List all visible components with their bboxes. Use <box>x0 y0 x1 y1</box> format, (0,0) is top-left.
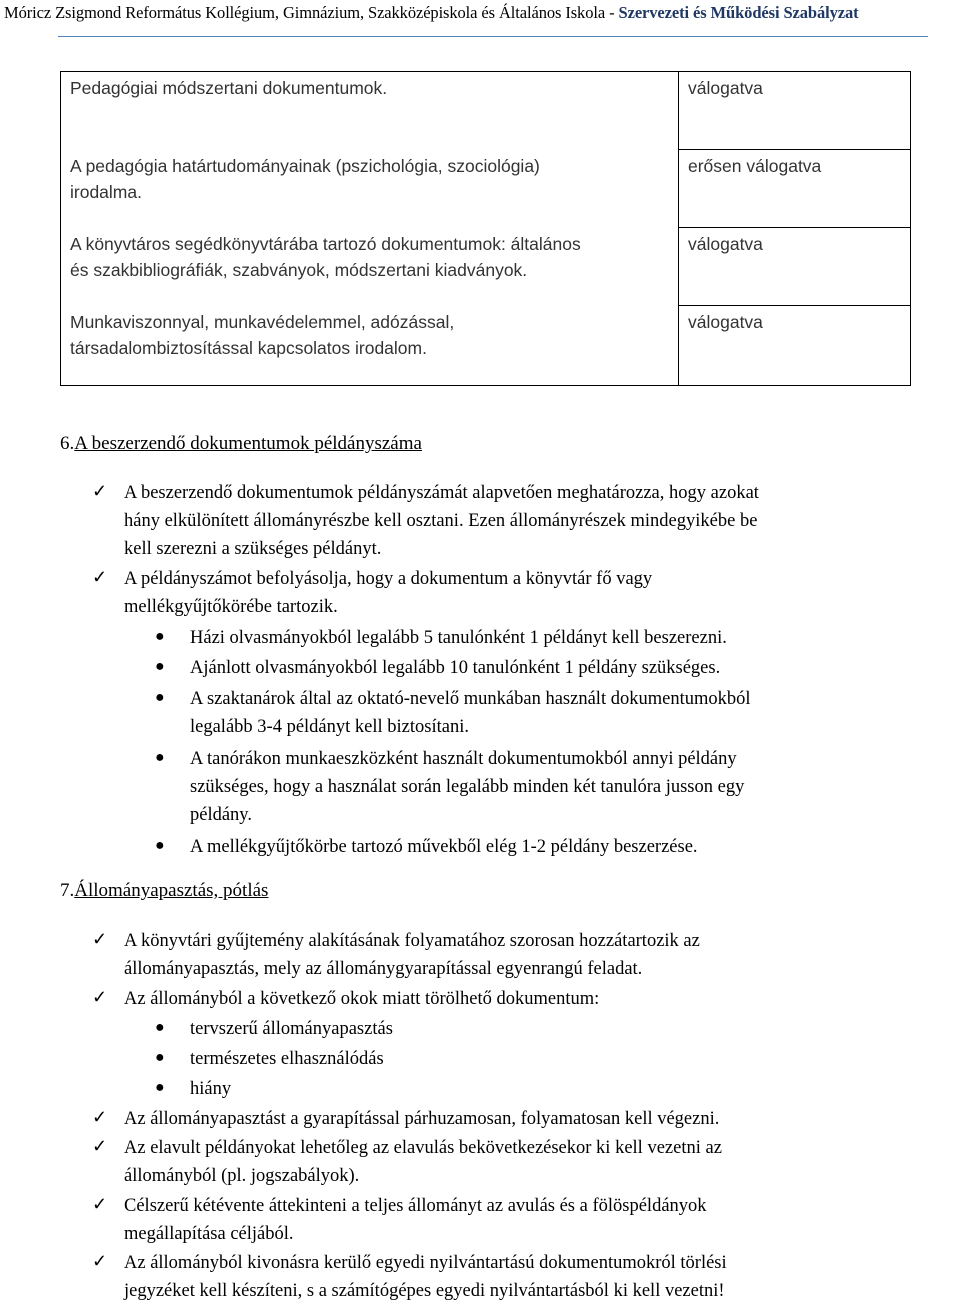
table-cell-line: és szakbibliográfiák, szabványok, módszertani kiadványok. <box>70 259 528 280</box>
bullet-item <box>190 654 720 682</box>
table-cell-line: erősen válogatva <box>688 156 822 176</box>
item-line: Az elavult példányokat lehetőleg az elavulás bekövetkezésekor ki kell vezetni az <box>124 1138 722 1158</box>
table-cell-value <box>679 72 911 150</box>
bullet-item <box>190 685 750 741</box>
section-6-heading <box>60 433 422 455</box>
item-line: Célszerű kétévente áttekinteni a teljes állományt az avulás és a fölöspéldányok <box>124 1196 707 1216</box>
bullet-item <box>190 624 727 652</box>
item-line: Az állományból a következő okok miatt törölhető dokumentum: <box>124 989 600 1009</box>
check-item <box>124 1192 707 1248</box>
header-text <box>4 3 859 23</box>
item-line: A szaktanárok által az oktató-nevelő munkában használt dokumentumokból <box>190 689 751 709</box>
table-cell-line: társadalombiztosítással kapcsolatos irodalom. <box>70 337 427 358</box>
table-row <box>61 306 911 386</box>
header-school: Móricz Zsigmond Református Kollégium, Gimnázium, Szakközépiskola és Általános Iskola - <box>4 3 619 22</box>
bullet-icon: ● <box>155 689 165 706</box>
item-line: természetes elhasználódás <box>190 1049 384 1069</box>
check-item <box>124 985 599 1013</box>
item-line: Az állományból kivonásra kerülő egyedi nyilvántartású dokumentumokról törlési <box>124 1253 727 1273</box>
table-cell-description <box>61 150 679 228</box>
check-icon: ✓ <box>92 987 108 1007</box>
item-line: állományból (pl. jogszabályok). <box>124 1166 360 1186</box>
check-icon: ✓ <box>92 1107 108 1127</box>
section-title: Állományapasztás, pótlás <box>74 880 269 901</box>
item-line: megállapítása céljából. <box>124 1224 294 1244</box>
table-row <box>61 150 911 228</box>
header-divider <box>58 36 928 37</box>
table-row <box>61 72 911 150</box>
bullet-icon: ● <box>155 1079 165 1096</box>
check-item <box>124 479 759 563</box>
table-cell-line: Munkaviszonnyal, munkavédelemmel, adózással, <box>70 311 455 332</box>
check-icon: ✓ <box>92 1194 108 1214</box>
table-cell-description <box>61 306 679 386</box>
bullet-icon: ● <box>155 749 165 766</box>
item-line: kell szerezni a szükséges példányt. <box>124 539 382 559</box>
section-number: 6. <box>60 433 75 454</box>
bullet-item <box>190 1015 393 1043</box>
bullet-item <box>190 833 698 861</box>
item-line: tervszerű állományapasztás <box>190 1019 393 1039</box>
check-icon: ✓ <box>92 1251 108 1271</box>
item-line: példány. <box>190 805 252 825</box>
bullet-item <box>190 1045 384 1073</box>
table-cell-line: válogatva <box>688 78 763 98</box>
table-cell-line: Pedagógiai módszertani dokumentumok. <box>70 78 388 98</box>
item-line: hány elkülönített állományrészbe kell osztani. Ezen állományrészek mindegyikébe be <box>124 511 758 531</box>
item-line: Ajánlott olvasmányokból legalább 10 tanulónként 1 példány szükséges. <box>190 658 721 678</box>
item-line: szükséges, hogy a használat során legalább minden két tanulóra jusson egy <box>190 777 745 797</box>
table-cell-description <box>61 72 679 150</box>
bullet-icon: ● <box>155 1019 165 1036</box>
section-7-heading <box>60 880 268 902</box>
bullet-icon: ● <box>155 837 165 854</box>
item-line: A tanórákon munkaeszközként használt dokumentumokból annyi példány <box>190 749 737 769</box>
item-line: A példányszámot befolyásolja, hogy a dokumentum a könyvtár fő vagy <box>124 569 653 589</box>
section-number: 7. <box>60 880 75 901</box>
table-cell-value <box>679 150 911 228</box>
table-cell-line: irodalma. <box>70 181 142 202</box>
bullet-icon: ● <box>155 658 165 675</box>
header-document-title: Szervezeti és Működési Szabályzat <box>618 3 859 22</box>
item-line: legalább 3-4 példányt kell biztosítani. <box>190 717 469 737</box>
table-cell-line: válogatva <box>688 312 763 332</box>
check-item <box>124 1249 727 1305</box>
table-cell-value <box>679 228 911 306</box>
table-cell-value <box>679 306 911 386</box>
check-item <box>124 565 652 621</box>
bullet-item <box>190 1075 231 1103</box>
item-line: hiány <box>190 1079 232 1099</box>
item-line: Házi olvasmányokból legalább 5 tanulónként 1 példányt kell beszerezni. <box>190 628 727 648</box>
table-cell-line: válogatva <box>688 234 763 254</box>
table-row <box>61 228 911 306</box>
check-icon: ✓ <box>92 567 108 587</box>
item-line: A beszerzendő dokumentumok példányszámát alapvetően meghatározza, hogy azokat <box>124 483 759 503</box>
acquisition-table <box>60 71 911 386</box>
table-cell-description <box>61 228 679 306</box>
item-line: jegyzéket kell készíteni, s a számítógépes egyedi nyilvántartásból ki kell vezetni! <box>124 1281 725 1301</box>
check-icon: ✓ <box>92 1136 108 1156</box>
section-title: A beszerzendő dokumentumok példányszáma <box>74 433 422 454</box>
item-line: A mellékgyűjtőkörbe tartozó művekből elég 1-2 példány beszerzése. <box>190 837 698 857</box>
item-line: mellékgyűjtőkörébe tartozik. <box>124 597 338 617</box>
check-item <box>124 927 700 983</box>
page-header <box>0 0 960 38</box>
check-icon: ✓ <box>92 481 108 501</box>
table-cell-line: A könyvtáros segédkönyvtárába tartozó dokumentumok: általános <box>70 233 581 254</box>
check-icon: ✓ <box>92 929 108 949</box>
item-line: Az állományapasztást a gyarapítással párhuzamosan, folyamatosan kell végezni. <box>124 1109 720 1129</box>
item-line: A könyvtári gyűjtemény alakításának folyamatához szorosan hozzátartozik az <box>124 931 700 951</box>
table-cell-line: A pedagógia határtudományainak (pszichológia, szociológia) <box>70 155 540 176</box>
item-line: állományapasztás, mely az állománygyarapítással egyenrangú feladat. <box>124 959 643 979</box>
check-item <box>124 1105 719 1133</box>
bullet-item <box>190 745 744 829</box>
bullet-icon: ● <box>155 1049 165 1066</box>
bullet-icon: ● <box>155 628 165 645</box>
check-item <box>124 1134 722 1190</box>
